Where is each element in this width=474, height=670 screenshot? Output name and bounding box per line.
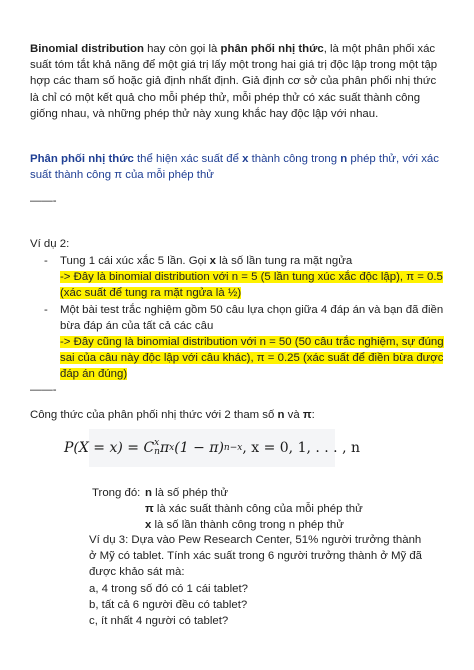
intro-paragraph: Binomial distribution hay còn gọi là phân phối nhị thức, là một phân phối xác suất tóm tắt khả năng để một giá trị lấy một trong hai giá trị độc lập trong một tập hợp các tham số hoặc giả định nhất định. Giả định cơ sở của phân phối nhị thức là chỉ có một kết quả cho mỗi phép thử, mỗi phép thử có xác suất thành công giống nhau, và những phép thử này xung khắc hay độc lập với nhau. xyxy=(30,43,438,120)
example-2-list xyxy=(44,253,444,383)
example-3-part-a: a, 4 trong số đó có 1 cái tablet? xyxy=(89,582,248,595)
legend-row: π là xác suất thành công của mỗi phép thử xyxy=(145,503,363,515)
example-3-part-b: b, tất cả 6 người đều có tablet? xyxy=(89,598,248,611)
term-binomial: Binomial distribution xyxy=(30,43,144,55)
legend-row: x là số lần thành công trong n phép thử xyxy=(145,519,344,531)
separator-1: ——- xyxy=(30,195,57,207)
legend-row: Trong đó: n là số phép thử xyxy=(92,487,228,499)
formula-intro: Công thức của phân phối nhị thức với 2 tham số n và π: xyxy=(30,409,315,421)
highlight-example-1: -> Đây là binomial distribution với n = 5 (5 lần tung xúc xắc độc lập), π = 0.5 (xác suất để tung ra mặt ngửa là ½) xyxy=(60,271,443,300)
definition-paragraph: Phân phối nhị thức thể hiện xác suất để x thành công trong n phép thử, với xác suất thành công π của mỗi phép thử xyxy=(30,153,439,182)
example-3-question: Ví dụ 3: Dựa vào Pew Research Center, 51% người trưởng thành ở Mỹ có tablet. Tính xác suất trong 6 người trưởng thành ở Mỹ đã được khảo sát mà: xyxy=(89,534,423,579)
binomial-formula: P(X = x) = C x n π x (1 − π) n−x , x = 0, 1, . . . , n xyxy=(89,429,335,467)
list-item: - Tung 1 cái xúc xắc 5 lần. Gọi x là số lần tung ra mặt ngửa -> Đây là binomial distribution với n = 5 (5 lần tung xúc xắc độc lập), π = 0.5 (xác suất để tung ra mặt ngửa là ½) xyxy=(44,255,443,300)
example-3-part-c: c, ít nhất 4 người có tablet? xyxy=(89,615,229,628)
formula-legend xyxy=(92,485,422,533)
list-item: - Một bài test trắc nghiệm gồm 50 câu lựa chọn giữa 4 đáp án và bạn đã điền bừa đáp án của tất cả các câu -> Đây cũng là binomial distribution với n = 50 (50 câu trắc nghiệm, sự đúng sai của câu này độc lập với câu khác), π = 0.25 (xác suất để điền bừa được đáp án đúng) xyxy=(44,303,444,381)
example-2-title: Ví dụ 2: xyxy=(30,238,70,250)
term-vietnamese: phân phối nhị thức xyxy=(220,43,324,55)
separator-2: ——- xyxy=(30,384,57,396)
highlight-example-2: -> Đây cũng là binomial distribution với n = 50 (50 câu trắc nghiệm, sự đúng sai của câu này độc lập với câu khác), π = 0.25 (xác suất để điền bừa được đáp án đúng) xyxy=(60,336,444,381)
example-3 xyxy=(89,532,429,629)
